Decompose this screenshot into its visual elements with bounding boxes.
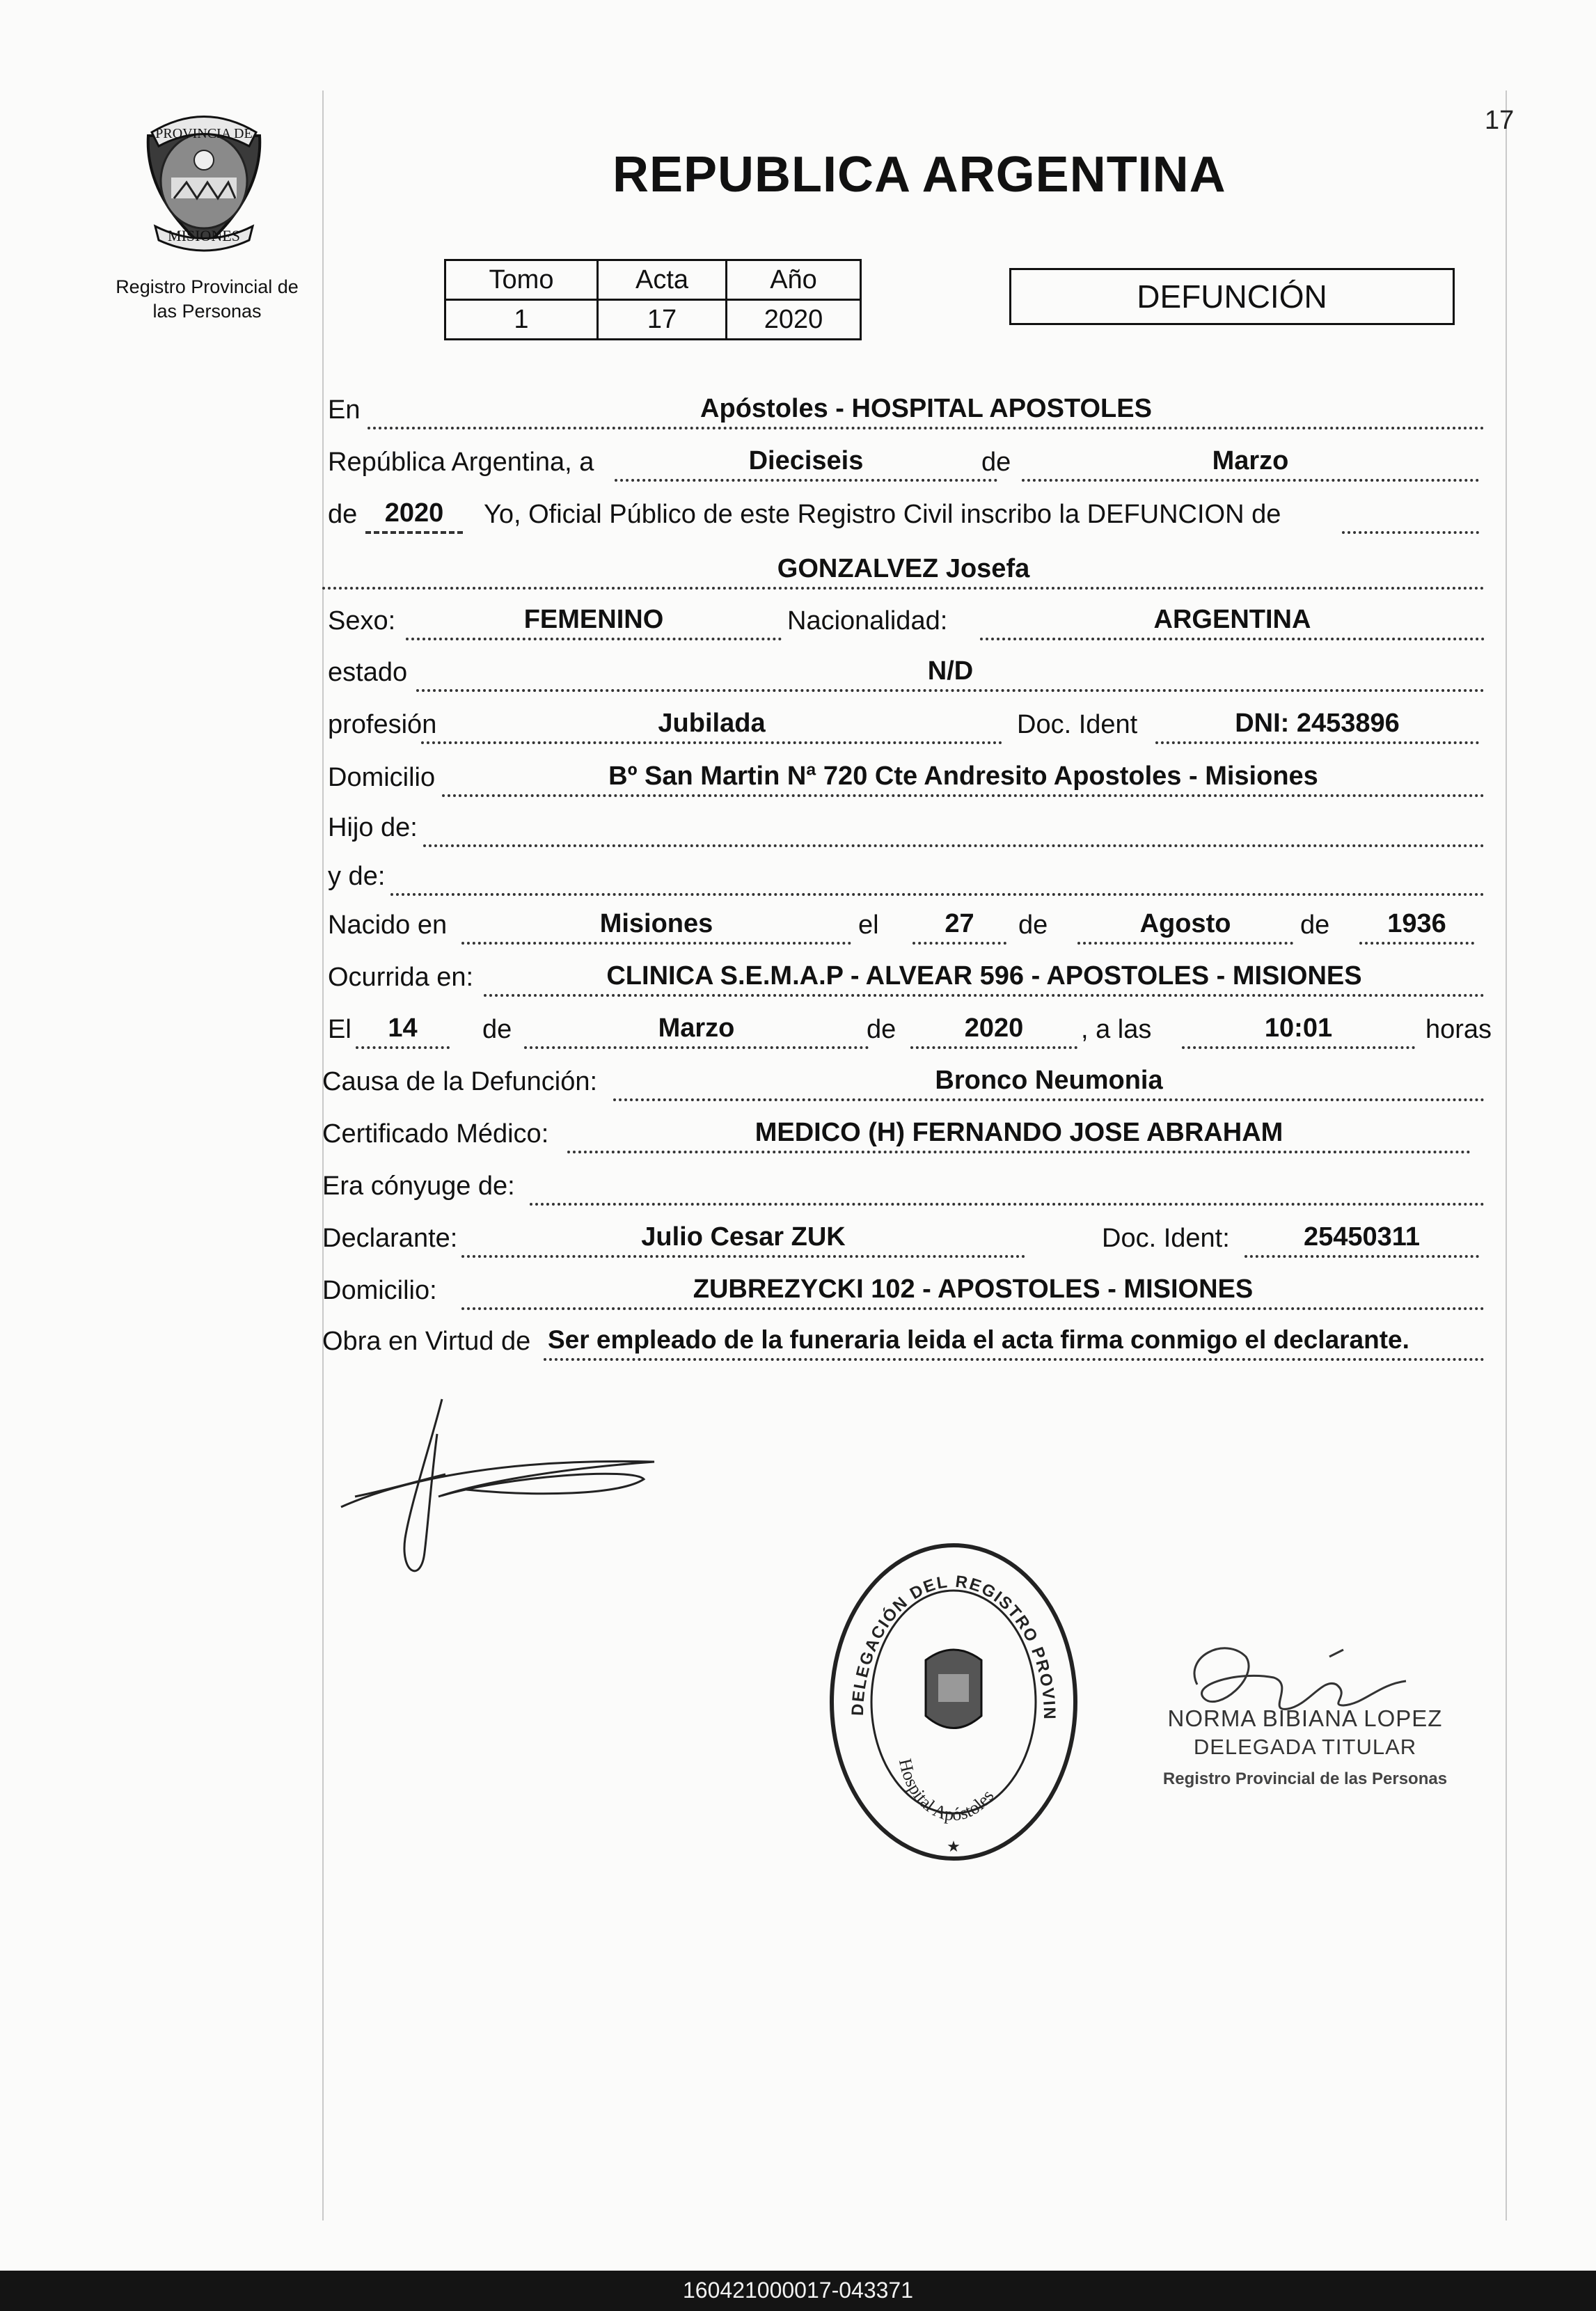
form-row-certificado — [322, 1110, 1485, 1156]
form-row-obra — [322, 1318, 1485, 1364]
y-de-field — [390, 861, 1485, 896]
record-type-box: DEFUNCIÓN — [1009, 268, 1455, 325]
nacionalidad-field: ARGENTINA — [980, 606, 1485, 640]
record-header-acta: Acta — [598, 260, 727, 300]
svg-text:Hospital Apóstoles — [895, 1757, 998, 1825]
registry-label — [84, 275, 331, 324]
republica-label: República Argentina, a — [328, 448, 594, 477]
form-row-conyuge — [322, 1162, 1485, 1208]
death-month-field: Marzo — [524, 1014, 869, 1049]
estado-label: estado — [328, 658, 408, 687]
record-header-ano: Año — [727, 260, 861, 300]
form-row-y-de — [322, 853, 1485, 899]
record-value-tomo: 1 — [445, 300, 598, 340]
form-row-year — [322, 491, 1485, 537]
form-row-declarante-domicilio — [322, 1267, 1485, 1313]
obra-label: Obra en Virtud de — [322, 1327, 531, 1356]
declarant-signature — [327, 1392, 689, 1594]
record-header-tomo: Tomo — [445, 260, 598, 300]
domicilio-label: Domicilio — [328, 763, 436, 792]
form-row-date — [322, 439, 1485, 484]
yo-trailing-field — [1342, 499, 1479, 534]
conyuge-field — [530, 1171, 1485, 1206]
death-day-field: 14 — [356, 1014, 450, 1049]
el-cap-label: El — [328, 1015, 351, 1044]
registry-label-line1: Registro Provincial de — [116, 276, 299, 297]
birth-month-field: Agosto — [1077, 910, 1293, 945]
right-margin-line — [1506, 90, 1507, 2221]
horas-label: horas — [1425, 1015, 1492, 1044]
conyuge-label: Era cónyuge de: — [322, 1172, 515, 1201]
form-row-domicilio — [322, 754, 1485, 800]
birth-day-field: 27 — [912, 910, 1006, 945]
record-value-ano: 2020 — [727, 300, 861, 340]
record-table — [444, 259, 862, 340]
de-label-4: de — [1300, 910, 1330, 940]
declarante-label: Declarante: — [322, 1224, 458, 1253]
deceased-name-field: GONZALVEZ Josefa — [322, 555, 1485, 590]
official-stamp — [821, 1535, 1086, 1869]
record-value-acta: 17 — [598, 300, 727, 340]
declarante-doc-label: Doc. Ident: — [1102, 1224, 1230, 1253]
month-field: Marzo — [1022, 447, 1479, 482]
form-row-causa — [322, 1058, 1485, 1104]
province-seal-logo — [131, 104, 277, 258]
delegate-org: Registro Provincial de las Personas — [1162, 1769, 1448, 1788]
form-row-profesion — [322, 701, 1485, 747]
page-title: REPUBLICA ARGENTINA — [613, 147, 1226, 203]
el-label: el — [858, 910, 879, 940]
hijo-de-field — [423, 812, 1485, 847]
form-row-estado — [322, 649, 1485, 695]
domicilio-field: Bº San Martin Nª 720 Cte Andresito Apostoles - Misiones — [442, 762, 1485, 797]
birth-year-field: 1936 — [1359, 910, 1474, 945]
sexo-field: FEMENINO — [406, 606, 782, 640]
day-text-field: Dieciseis — [615, 447, 997, 482]
form-row-hijo-de — [322, 804, 1485, 850]
nacionalidad-label: Nacionalidad: — [787, 606, 948, 636]
hijo-de-label: Hijo de: — [328, 813, 418, 842]
nacido-en-label: Nacido en — [328, 910, 448, 940]
profesion-field: Jubilada — [421, 709, 1002, 744]
form-row-sexo — [322, 597, 1485, 643]
year-field: 2020 — [365, 499, 463, 534]
declarante-domicilio-label: Domicilio: — [322, 1276, 437, 1305]
stamp-outer-text: DELEGACIÓN DEL REGISTRO PROVIN — [848, 1572, 1059, 1721]
svg-text:★: ★ — [947, 1838, 961, 1855]
de-label-1: de — [981, 448, 1011, 477]
doc-ident-label: Doc. Ident — [1017, 710, 1138, 739]
yo-text: Yo, Oficial Público de este Registro Civil inscribo la DEFUNCION de — [484, 500, 1281, 529]
a-las-label: , a las — [1081, 1015, 1152, 1044]
form-row-place — [322, 386, 1485, 432]
form-row-death-date — [322, 1006, 1492, 1052]
record-table-value-row — [445, 300, 861, 340]
barcode-footer: 160421000017-043371 — [0, 2271, 1596, 2311]
en-label: En — [328, 395, 361, 425]
estado-field: N/D — [416, 657, 1485, 692]
seal-bottom-text: MISIONES — [168, 227, 240, 244]
de-label-2: de — [328, 500, 358, 529]
seal-top-text: PROVINCIA DE — [155, 126, 253, 141]
declarante-doc-field: 25450311 — [1245, 1223, 1479, 1258]
nacido-en-field: Misiones — [461, 910, 851, 945]
doc-ident-field: DNI: 2453896 — [1155, 709, 1479, 744]
record-table-header-row — [445, 260, 861, 300]
certificado-label: Certificado Médico: — [322, 1119, 549, 1149]
death-time-field: 10:01 — [1182, 1014, 1415, 1049]
causa-label: Causa de la Defunción: — [322, 1067, 598, 1096]
sexo-label: Sexo: — [328, 606, 396, 636]
page-number: 17 — [1485, 106, 1515, 135]
causa-field: Bronco Neumonia — [613, 1066, 1485, 1101]
de-label-3: de — [1018, 910, 1048, 940]
certificado-field: MEDICO (H) FERNANDO JOSE ABRAHAM — [567, 1119, 1471, 1153]
death-year-field: 2020 — [910, 1014, 1077, 1049]
form-row-ocurrida — [322, 954, 1485, 1000]
form-row-name — [322, 546, 1485, 592]
de-label-5: de — [482, 1015, 512, 1044]
stamp-inner-text: Hospital Apóstoles — [894, 1756, 998, 1825]
ocurrida-label: Ocurrida en: — [328, 963, 474, 992]
delegate-block — [1148, 1705, 1462, 1789]
declarante-domicilio-field: ZUBREZYCKI 102 - APOSTOLES - MISIONES — [461, 1275, 1485, 1310]
delegate-name: NORMA BIBIANA LOPEZ — [1167, 1705, 1443, 1731]
form-row-nacido — [322, 901, 1485, 947]
delegate-title: DELEGADA TITULAR — [1193, 1735, 1417, 1759]
registry-label-line2: las Personas — [152, 301, 262, 322]
place-field: Apóstoles - HOSPITAL APOSTOLES — [368, 395, 1485, 429]
de-label-6: de — [867, 1015, 896, 1044]
obra-field: Ser empleado de la funeraria leida el acta firma conmigo el declarante. — [544, 1326, 1485, 1361]
form-row-declarante — [322, 1215, 1485, 1261]
ocurrida-field: CLINICA S.E.M.A.P - ALVEAR 596 - APOSTOLES - MISIONES — [484, 962, 1485, 997]
y-de-label: y de: — [328, 862, 386, 891]
profesion-label: profesión — [328, 710, 437, 739]
declarante-field: Julio Cesar ZUK — [461, 1223, 1025, 1258]
